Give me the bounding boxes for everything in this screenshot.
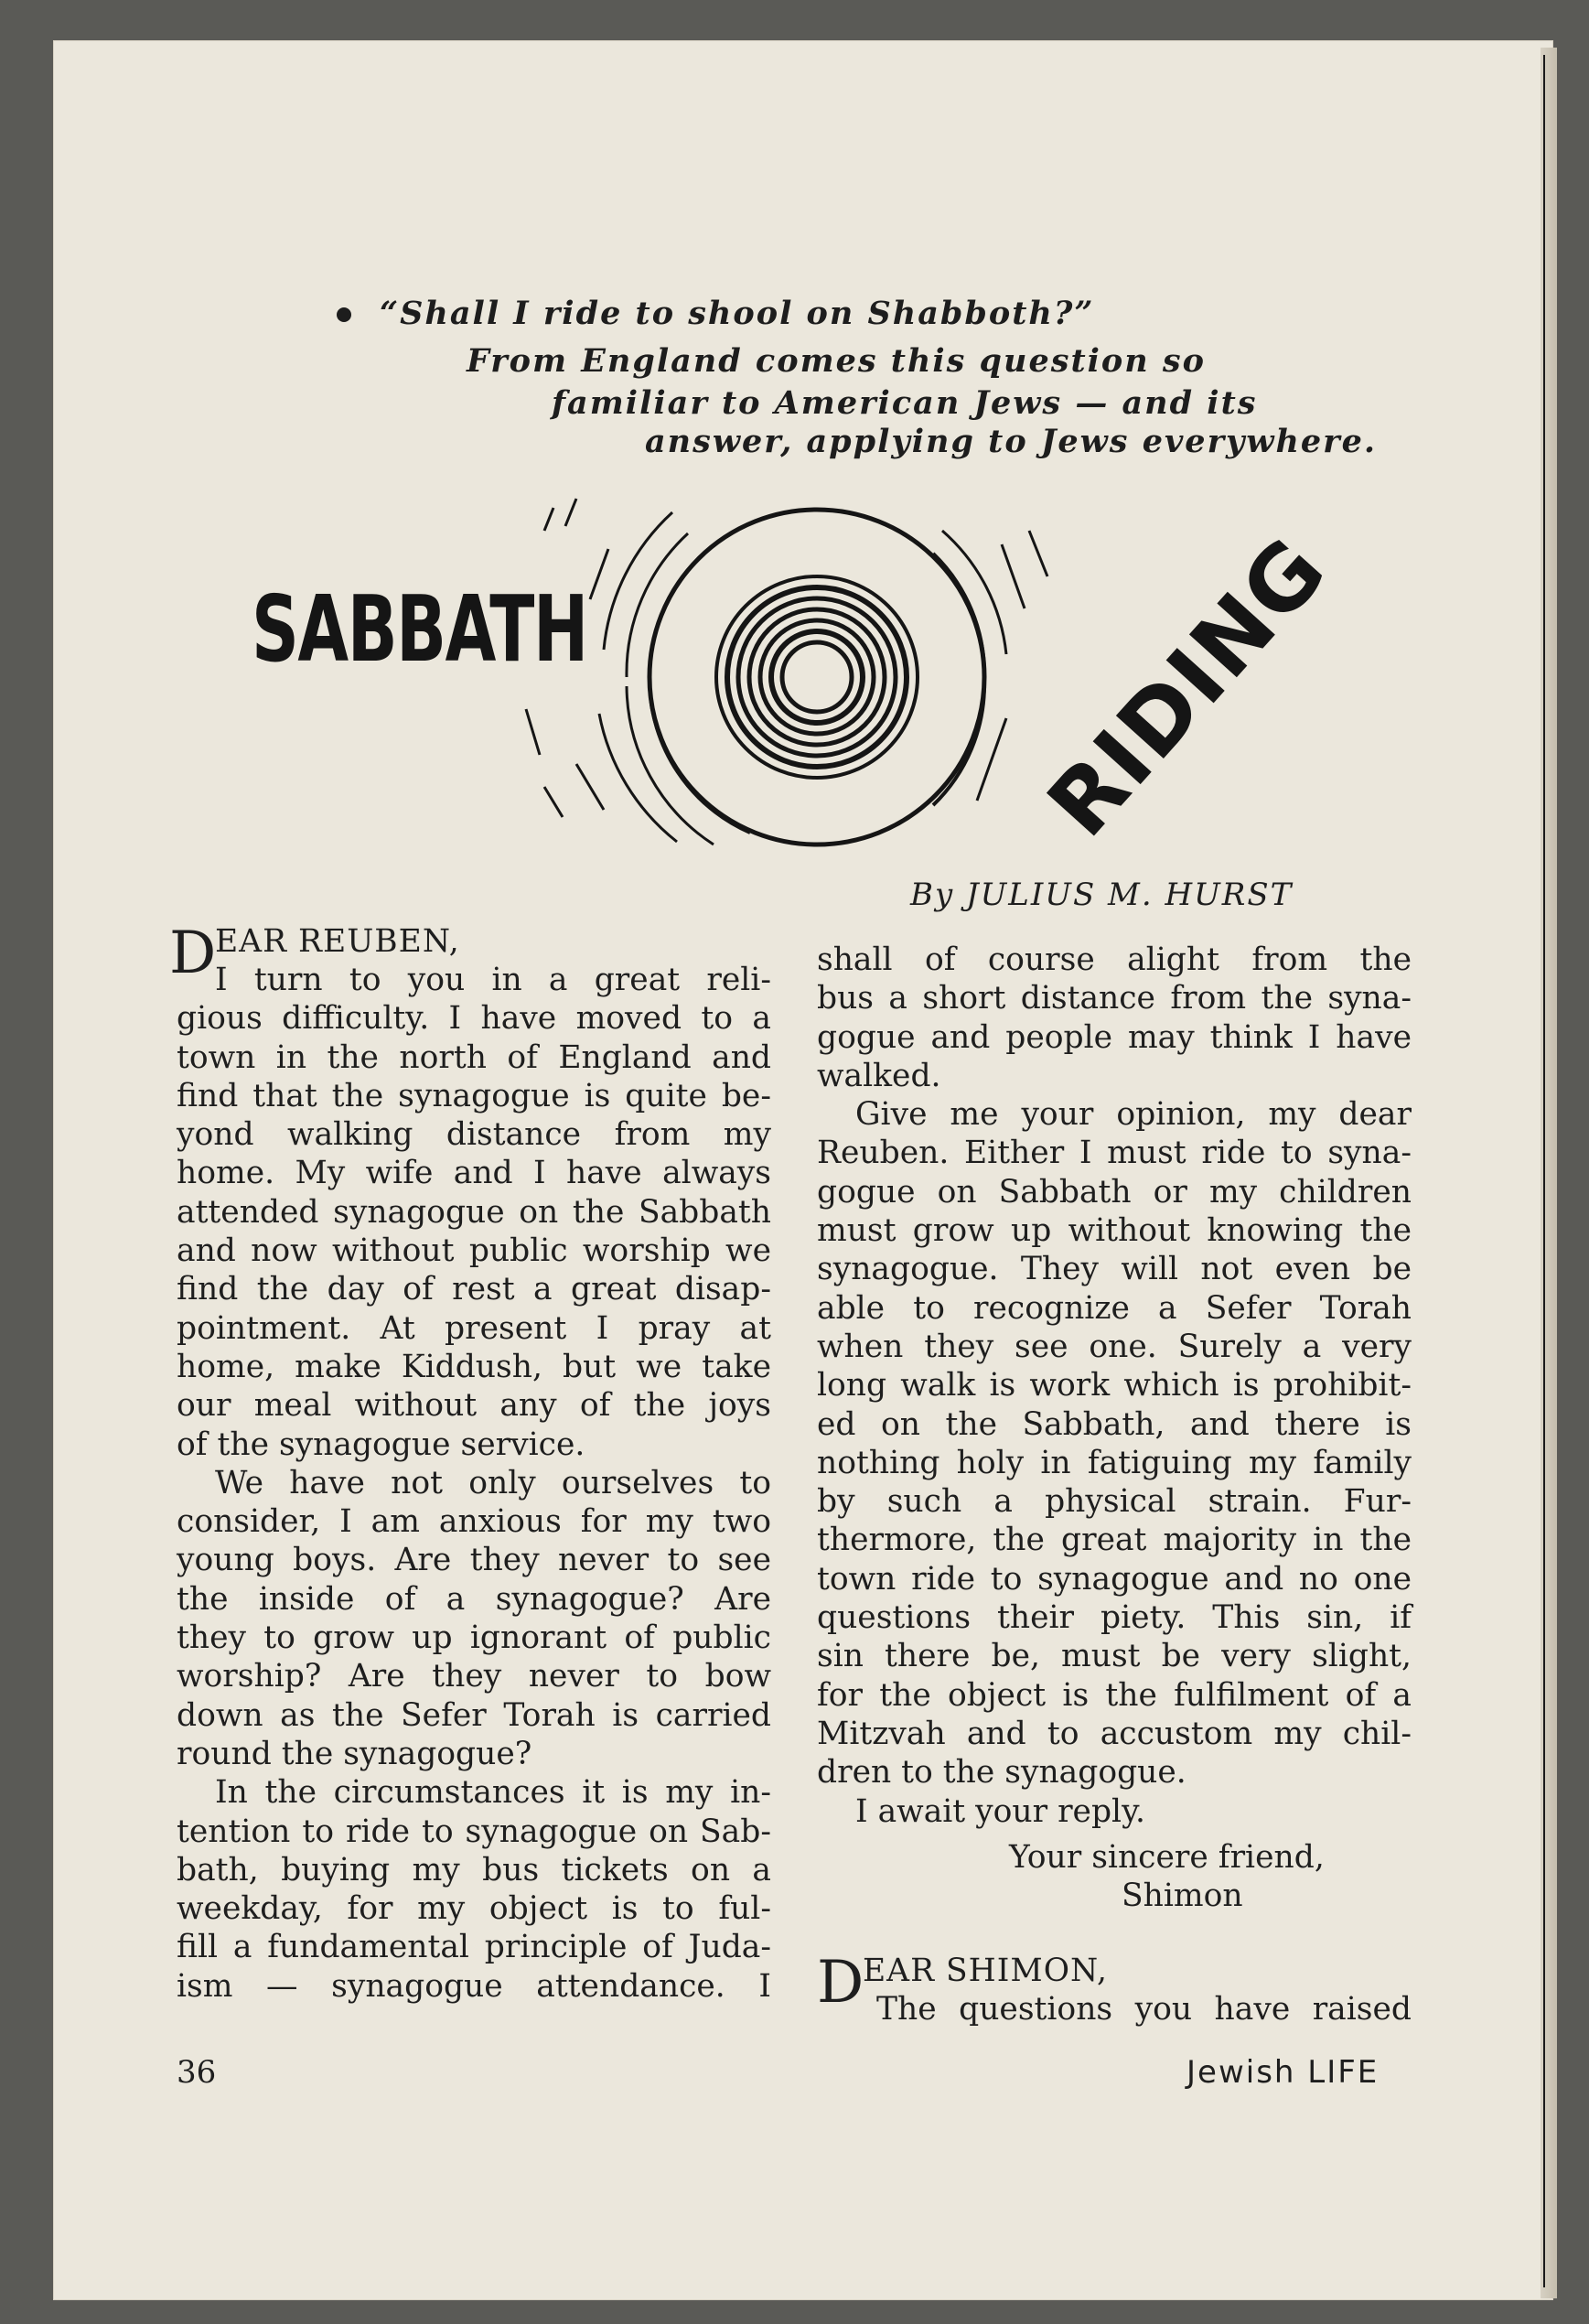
text-line: round the synagogue? [177,1735,532,1772]
text-line: Reuben. Either I must ride to syna- [817,1135,1412,1172]
text-line: Mitzvah and to accustom my chil- [817,1715,1412,1752]
text-line: find that the synagogue is quite be- [177,1077,771,1114]
salutation-reuben: EAR REUBEN, [215,923,460,960]
text-line: home, make Kiddush, but we take [177,1348,771,1385]
left-body-text [177,961,771,2006]
magazine-name: Jewish LIFE [1186,2054,1380,2091]
blurb-line-1: “Shall I ride to shool on Shabboth?” [380,295,1095,332]
text-line: and now without public worship we [177,1232,771,1270]
text-line: tention to ride to synagogue on Sab- [177,1813,771,1850]
text-line: able to recognize a Sefer Torah [817,1289,1412,1327]
riding-text: RIDING [1027,518,1347,856]
text-line: of the synagogue service. [177,1426,585,1463]
text-line: gogue and people may think I have [817,1018,1412,1056]
byline: By JULIUS M. HURST [910,877,1294,913]
text-line: fill a fundamental principle of Juda- [177,1929,771,1966]
text-line: sin there be, must be very slight, [817,1638,1412,1675]
right-column [817,941,1412,2029]
dropcap-d: D [169,920,217,987]
text-line: pointment. At present I pray at [177,1309,771,1347]
closing: Your sincere friend, [1009,1838,1325,1876]
text-line: worship? Are they never to bow [177,1658,771,1695]
title-word-sabbath: SABBATH [252,576,587,683]
salutation-shimon: EAR SHIMON, [863,1953,1108,1990]
reply-first-line: The questions you have raised [876,1991,1412,2028]
bullet-icon [337,307,351,322]
text-line: when they see one. Surely a very [817,1328,1412,1365]
text-line: they to grow up ignorant of public [177,1619,771,1657]
gutter-line [1543,55,1545,2287]
text-line: weekday, for my object is to ful- [177,1890,771,1928]
text-line: synagogue. They will not even be [817,1251,1412,1288]
title-word-riding [1027,518,1363,856]
text-line: In the circumstances it is my in- [215,1774,771,1812]
text-line: nothing holy in fatiguing my family [817,1444,1412,1481]
text-line: I turn to you in a great reli- [215,962,771,998]
text-line: gogue on Sabbath or my children [817,1173,1412,1210]
text-line: questions their piety. This sin, if [817,1599,1412,1637]
text-line: our meal without any of the joys [177,1387,771,1425]
signature: Shimon [1122,1877,1243,1915]
text-line: find the day of rest a great disap- [177,1271,771,1308]
blurb-line-2: From England comes this question so [467,342,1206,380]
right-body-text [817,941,1412,1831]
text-line: consider, I am anxious for my two [177,1503,771,1541]
dropcap-d-reply: D [817,1949,864,2017]
text-line: Give me your opinion, my dear [855,1096,1412,1134]
text-line: the inside of a synagogue? Are [177,1580,771,1618]
left-column [169,920,771,2006]
text-line: We have not only ourselves to [215,1464,771,1501]
text-line: bath, buying my bus tickets on a [177,1851,771,1888]
text-line: for the object is the fulfilment of a [817,1676,1412,1714]
text-line: ism — synagogue attendance. I [177,1967,771,2005]
text-line: down as the Sefer Torah is carried [177,1696,771,1734]
page-number: 36 [177,2054,217,2091]
blurb-line-3: familiar to American Jews — and its [552,384,1258,422]
text-line: by such a physical strain. Fur- [817,1483,1412,1521]
text-line: attended synagogue on the Sabbath [177,1193,771,1231]
text-line: home. My wife and I have always [177,1155,771,1192]
blurb-line-4: answer, applying to Jews everywhere. [645,423,1378,460]
spinning-wheel-illustration [476,490,1116,874]
text-line: young boys. Are they never to see [177,1542,771,1579]
text-line: shall of course alight from the [817,941,1412,978]
text-line: walked. [817,1057,941,1094]
text-line: ed on the Sabbath, and there is [817,1405,1412,1443]
text-line: I await your reply. [855,1792,1145,1830]
text-line: town in the north of England and [177,1038,771,1076]
text-line: bus a short distance from the syna- [817,980,1412,1017]
text-line: town ride to synagogue and no one [817,1560,1412,1598]
text-line: gious difficulty. I have moved to a [177,1000,771,1038]
text-line: must grow up without knowing the [817,1212,1412,1250]
text-line: long walk is work which is prohibit- [817,1367,1412,1404]
text-line: yond walking distance from my [177,1116,771,1154]
text-line: thermore, the great majority in the [817,1522,1412,1559]
text-line: dren to the synagogue. [817,1754,1186,1791]
